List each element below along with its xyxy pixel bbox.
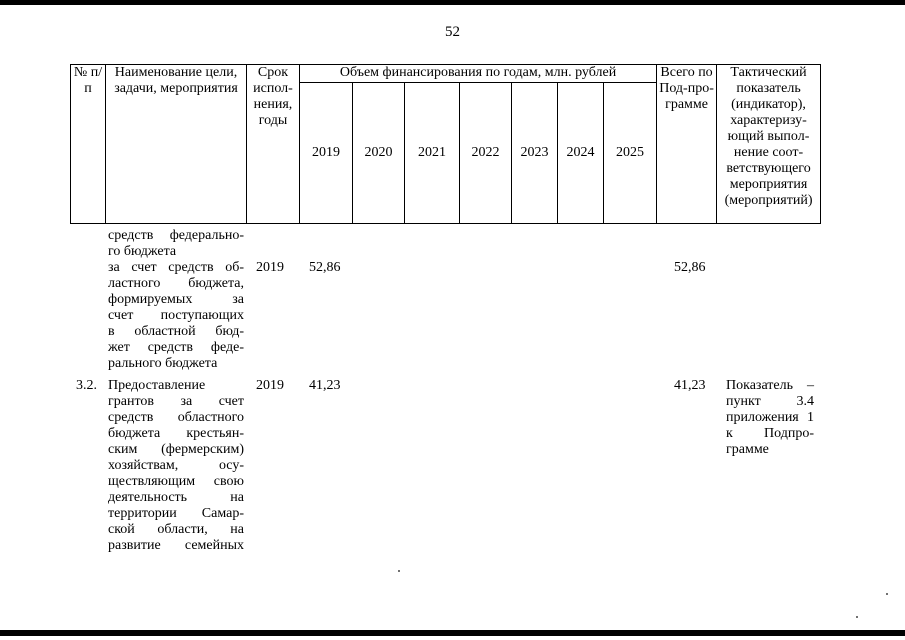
top-border-bar bbox=[0, 0, 905, 5]
text-line: Показатель – bbox=[726, 378, 814, 393]
text-line: к Подпро- bbox=[726, 426, 814, 441]
header-funding: Объем финансирования по годам, млн. рублей bbox=[300, 65, 657, 83]
text-line: за счет средств об- bbox=[108, 260, 244, 275]
header-num: № п/п bbox=[71, 65, 106, 224]
header-total: Всего по Под-про-грамме bbox=[657, 65, 717, 224]
text-line: грамме bbox=[726, 442, 769, 457]
table-header bbox=[70, 64, 821, 224]
row-1-term: 2019 bbox=[256, 260, 284, 275]
header-year: 2020 bbox=[353, 83, 405, 224]
scan-speck bbox=[398, 570, 400, 572]
text-line: Предоставление bbox=[108, 378, 206, 393]
row-1-total: 52,86 bbox=[674, 260, 706, 275]
header-year: 2023 bbox=[512, 83, 558, 224]
text-line: ластного бюджета, bbox=[108, 276, 244, 291]
header-name: Наименование цели, задачи, мероприятия bbox=[106, 65, 247, 224]
row-2-term: 2019 bbox=[256, 378, 284, 393]
text-line: го бюджета bbox=[108, 244, 177, 259]
text-line: ской области, на bbox=[108, 522, 244, 537]
header-term: Срок испол-нения, годы bbox=[247, 65, 300, 224]
text-line: развитие семейных bbox=[108, 538, 244, 553]
row-2-value-2019: 41,23 bbox=[309, 378, 341, 393]
text-line: счет поступающих bbox=[108, 308, 244, 323]
text-line: жет средств феде- bbox=[108, 340, 244, 355]
scan-speck bbox=[856, 616, 858, 618]
text-line: в областной бюд- bbox=[108, 324, 244, 339]
row-1-value-2019: 52,86 bbox=[309, 260, 341, 275]
row-1-name bbox=[108, 260, 244, 372]
row-2-name bbox=[108, 378, 244, 554]
header-year: 2021 bbox=[405, 83, 460, 224]
text-line: формируемых за bbox=[108, 292, 244, 307]
text-line: средств областного bbox=[108, 410, 244, 425]
row-2-num: 3.2. bbox=[76, 378, 97, 393]
text-line: бюджета крестьян- bbox=[108, 426, 244, 441]
text-line: хозяйствам, осу- bbox=[108, 458, 244, 473]
header-year: 2022 bbox=[460, 83, 512, 224]
header-indicator: Тактический показатель (индикатор), характеризу-ющий выпол-нение соот-ветствующего мероприятия (мероприятий) bbox=[717, 65, 821, 224]
text-line: пункт 3.4 bbox=[726, 394, 814, 409]
row-2-total: 41,23 bbox=[674, 378, 706, 393]
row-0-name bbox=[108, 228, 244, 260]
text-line: грантов за счет bbox=[108, 394, 244, 409]
text-line: рального бюджета bbox=[108, 356, 218, 371]
text-line: территории Самар- bbox=[108, 506, 244, 521]
text-line: средств федерально- bbox=[108, 228, 244, 243]
header-year: 2024 bbox=[558, 83, 604, 224]
scan-speck bbox=[886, 593, 888, 595]
text-line: приложения 1 bbox=[726, 410, 814, 425]
text-line: ществляющим свою bbox=[108, 474, 244, 489]
text-line: ским (фермерским) bbox=[108, 442, 244, 457]
row-2-indicator bbox=[726, 378, 814, 458]
bottom-border-bar bbox=[0, 630, 905, 636]
header-year: 2019 bbox=[300, 83, 353, 224]
page-number: 52 bbox=[445, 24, 460, 40]
text-line: деятельность на bbox=[108, 490, 244, 505]
header-year: 2025 bbox=[604, 83, 657, 224]
